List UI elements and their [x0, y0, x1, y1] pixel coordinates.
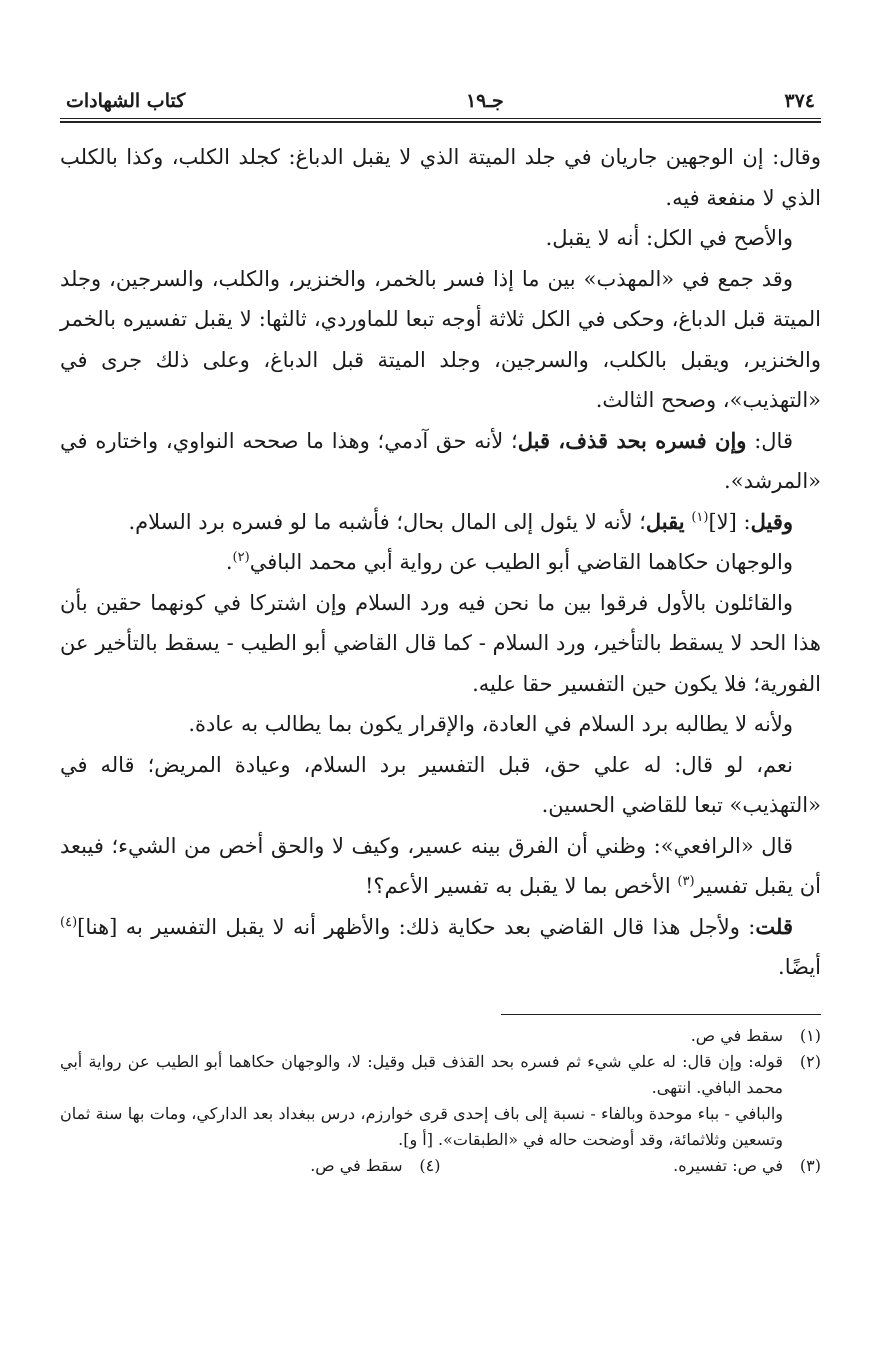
footnote-2-continuation: والبافي - بباء موحدة وبالفاء - نسبة إلى باف إحدى قرى خوارزم، درس ببغداد بعد الداركي، ومات بها سنة ثمان وتسعين وثلاثمائة، وقد أوضحت حاله في «الطبقات». [أ و]. [60, 1103, 783, 1149]
qultu-label: قلت [755, 913, 793, 939]
paragraph-2: والأصح في الكل: أنه لا يقبل. [545, 226, 793, 250]
page-header [60, 78, 821, 116]
header-rule-thin [60, 118, 821, 119]
footnote-4: (٤) سقط في ص. [310, 1155, 441, 1175]
paragraph-1: وقال: إن الوجهين جاريان في جلد الميتة الذي لا يقبل الدباغ: كجلد الكلب، وكذا بالكلب الذي لا منفعة فيه. [60, 145, 821, 210]
paragraph-7: والقائلون بالأول فرقوا بين ما نحن فيه ورد السلام وإن اشتركا في كونهما حقين بأن هذا الحد لا يسقط بالتأخير، ورد السلام - كما قال القاضي أبو الطيب - يسقط بالتأخير عن الفورية؛ فلا يكون حين التفسير حقا عليه. [60, 590, 821, 696]
footnotes [60, 1023, 821, 1179]
book-title: كتاب الشهادات [66, 90, 186, 112]
paragraph-8: ولأنه لا يطالبه برد السلام في العادة، والإقرار يكون بما يطالب به عادة. [188, 712, 793, 736]
footnote-ref-1: (١) [691, 509, 709, 525]
paragraph-6: والوجهان حكاهما القاضي أبو الطيب عن رواية أبي محمد البافي$^{(٢)}$. [225, 550, 793, 574]
footnote-1: (١) سقط في ص. [690, 1025, 821, 1045]
paragraph-5: وقيل: [لا]$^{(١)}$ يقبل؛ لأنه لا يئول إلى المال بحال؛ فأشبه ما لو فسره برد السلام. [128, 508, 793, 534]
main-text [60, 137, 821, 988]
paragraph-4: قال: وإن فسره بحد قذف، قبل؛ لأنه حق آدمي؛ وهذا ما صححه النواوي، واختاره في «المرشد». [60, 427, 821, 493]
footnote-row [60, 1153, 821, 1179]
paragraph-10: قال «الرافعي»: وظني أن الفرق بينه عسير، وكيف لا والحق أخص من الشيء؛ فيبعد أن يقبل تفسير$^{(٣)}$ الأخص بما لا يقبل به تفسير الأعم؟! [60, 833, 821, 898]
page-number: ٣٧٤ [784, 90, 815, 112]
matn-text: يقبل [645, 508, 685, 534]
footnote-ref-2: (٢) [232, 550, 250, 565]
footnote-3: (٣) في ص: تفسيره. [673, 1155, 821, 1175]
matn-text: وقيل [750, 508, 793, 534]
volume-label: جـ١٩ [465, 90, 504, 112]
paragraph-3: وقد جمع في «المهذب» بين ما إذا فسر بالخمر، والخنزير، والكلب، والسرجين، وجلد الميتة قبل الدباغ، وحكى في الكل ثلاثة أوجه تبعا للماوردي، ثالثها: لا يقبل تفسيره بالخمر والخنزير، ويقبل بالكلب، والسرجين، وجلد الميتة قبل الدباغ، وعلى ذلك جرى في «التهذيب»، وصحح الثالث. [60, 266, 821, 412]
footnote-ref-3: (٣) [677, 874, 695, 889]
footnote-separator [501, 1014, 821, 1015]
paragraph-9: نعم، لو قال: له علي حق، قبل التفسير برد السلام، وعيادة المريض؛ قاله في «التهذيب» تبعا للقاضي الحسين. [60, 752, 821, 817]
footnote-2: (٢) قوله: وإن قال: له علي شيء ثم فسره بحد القذف قبل وقيل: لا، والوجهان حكاهما أبو الطيب عن رواية أبي محمد البافي. انتهى. [60, 1051, 821, 1097]
header-rule-thick [60, 121, 821, 123]
matn-text: وإن فسره بحد قذف، قبل [517, 427, 747, 453]
paragraph-11: قلت: ولأجل هذا قال القاضي بعد حكاية ذلك: والأظهر أنه لا يقبل التفسير به [هنا]$^{(٤)}$ أيضًا. [60, 913, 821, 979]
footnote-ref-4: (٤) [60, 914, 78, 930]
